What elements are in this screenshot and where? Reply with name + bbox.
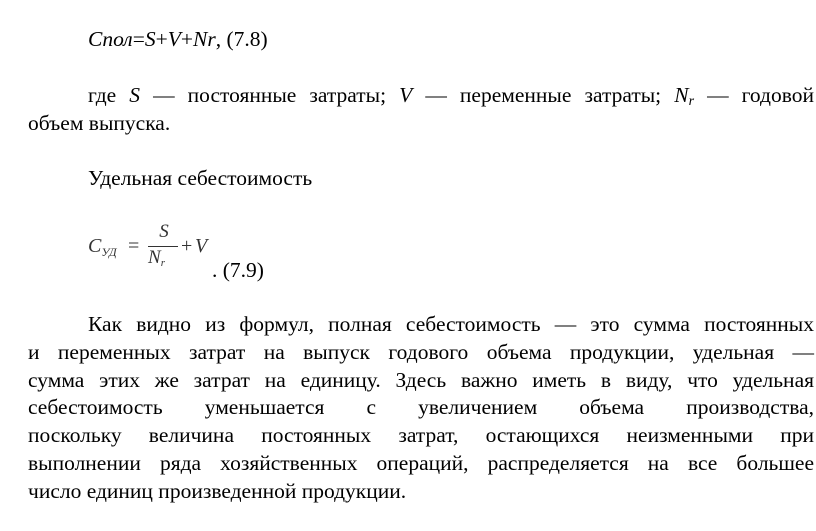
unit-cost-heading: Удельная себестоимость	[88, 166, 313, 190]
formula-denominator-letter: N	[148, 247, 161, 268]
where-v: V	[399, 83, 413, 107]
formula-plus: +	[155, 27, 168, 51]
paragraph-line: число единиц произведенной продукции.	[28, 478, 407, 503]
formula-denominator	[148, 247, 165, 269]
formula-s: S	[144, 27, 156, 51]
where-line	[88, 82, 814, 109]
paragraph-line: Как видно из формул, полная себестоимость — это сумма постоянных	[88, 312, 814, 336]
paragraph-line: выполнении ряда хозяйственных операций, распределяется на все большее	[28, 450, 814, 475]
formula-eq: =	[132, 27, 145, 51]
formula-7-8	[88, 26, 268, 53]
formula-number: , (7.8)	[215, 27, 268, 51]
paragraph-line: и переменных затрат на выпуск годового объема продукции, удельная —	[28, 339, 814, 364]
formula-eq: =	[128, 235, 140, 257]
formula-nr: Nr	[193, 27, 216, 51]
formula-plus: +	[180, 27, 193, 51]
formula-lhs: Cпол	[88, 27, 133, 51]
body-paragraph	[28, 311, 814, 506]
where-n: N	[674, 83, 689, 107]
paragraph-line: поскольку величина постоянных затрат, остающихся неизменными при	[28, 423, 814, 448]
formula-number-7-9: . (7.9)	[212, 258, 264, 282]
where-s-desc: — постоянные затраты;	[140, 83, 400, 107]
where-n-desc: — годовой	[694, 83, 814, 107]
where-n-sub: r	[688, 94, 695, 109]
formula-c	[88, 235, 117, 258]
formula-denominator-sub: r	[160, 257, 165, 269]
formula-plus: +	[181, 235, 193, 257]
formula-numerator: S	[159, 221, 169, 242]
where-word: где	[88, 83, 130, 107]
formula-c-sub: УД	[101, 245, 117, 259]
formula-v: V	[167, 27, 181, 51]
where-continuation: объем выпуска.	[28, 111, 171, 135]
paragraph-line: себестоимость уменьшается с увеличением объема производства,	[28, 395, 814, 420]
formula-c-letter: C	[88, 235, 102, 257]
where-v-desc: — переменные затраты;	[412, 83, 675, 107]
formula-v: V	[195, 235, 208, 257]
where-s: S	[129, 83, 141, 107]
paragraph-line: сумма этих же затрат на единицу. Здесь важно иметь в виду, что удельная	[28, 367, 814, 392]
